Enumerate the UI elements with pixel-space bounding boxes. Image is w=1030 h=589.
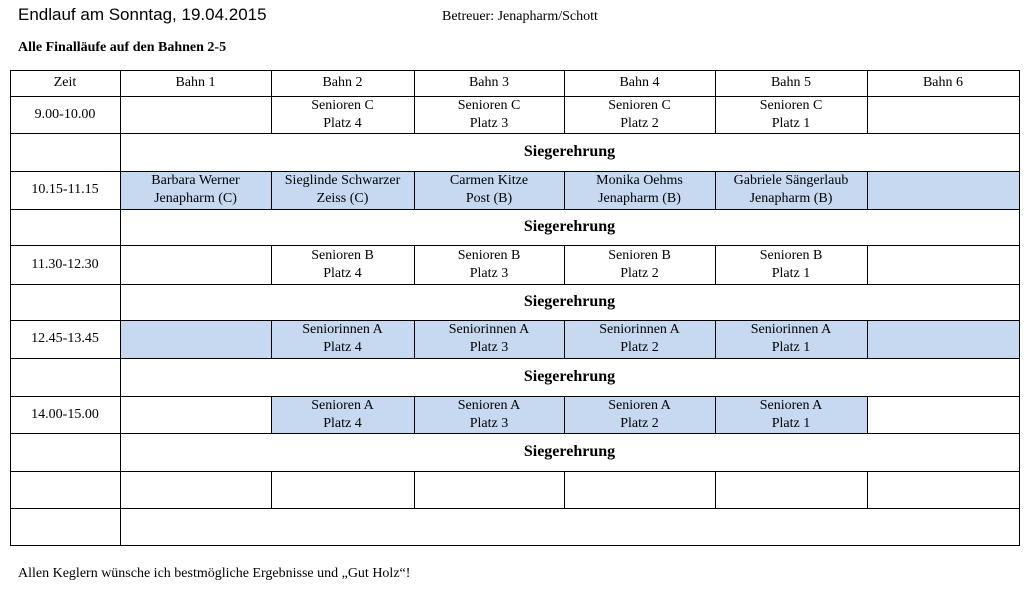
cell-line-1: Senioren C [608, 97, 671, 113]
lane-cell [867, 96, 1019, 133]
lane-cell [715, 171, 867, 209]
table-line [564, 396, 565, 434]
cell-line-1: Senioren B [457, 247, 521, 263]
cell-line-1: Monika Oehms [596, 173, 683, 188]
table-line [867, 245, 868, 285]
table-line [10, 209, 1020, 210]
cell-line-1: Senioren A [457, 397, 521, 413]
table-line [10, 433, 1020, 434]
cell-line-1: Senioren A [311, 397, 374, 413]
cell-line-2: Platz 3 [469, 265, 509, 281]
lane-cell [867, 320, 1019, 358]
cell-line-2: Platz 4 [323, 340, 362, 355]
table-line [715, 320, 716, 359]
table-line [10, 358, 1020, 359]
lane-cell [715, 320, 867, 358]
cell-line-2: Platz 4 [323, 265, 362, 281]
cell-line-1: Sieglinde Schwarzer [284, 173, 401, 188]
lane-cell [271, 245, 414, 284]
lane-cell [414, 396, 564, 433]
time-cell: 12.45-13.45 [31, 331, 99, 346]
table-line [10, 545, 1020, 546]
cell-line-1: Seniorinnen A [448, 322, 530, 337]
cell-line-1: Barbara Werner [151, 173, 240, 188]
lane-cell [564, 96, 715, 133]
award-ceremony-label: Siegerehrung [523, 293, 616, 310]
table-line [564, 245, 565, 285]
lane-cell [120, 245, 271, 284]
cell-line-1: Seniorinnen A [750, 322, 832, 337]
cell-line-2: Platz 1 [771, 115, 811, 131]
cell-line-1: Senioren A [759, 397, 823, 413]
table-line [564, 70, 565, 97]
cell-line-2: Jenapharm (B) [749, 191, 833, 206]
table-line [10, 284, 1020, 285]
cell-line-1: Seniorinnen A [302, 322, 383, 337]
lane-cell [715, 396, 867, 433]
award-ceremony-label: Siegerehrung [523, 443, 616, 460]
lane-cell [271, 320, 414, 358]
cell-line-2: Jenapharm (C) [154, 191, 237, 206]
table-line [10, 171, 1020, 172]
lane-cell [414, 96, 564, 133]
cell-line-2: Platz 2 [620, 265, 659, 281]
supervisor-text: Betreuer: Jenapharm/Schott [442, 9, 598, 24]
table-line [10, 133, 1020, 134]
page-subtitle: Alle Finalläufe auf den Bahnen 2-5 [18, 40, 227, 55]
cell-line-1: Senioren C [457, 97, 521, 113]
award-ceremony-label: Siegerehrung [523, 218, 616, 235]
lane-cell [564, 320, 715, 358]
table-line [10, 70, 11, 546]
table-line [867, 320, 868, 359]
lane-cell [564, 396, 715, 433]
table-line [867, 471, 868, 509]
table-line [271, 320, 272, 359]
time-cell: 14.00-15.00 [31, 406, 99, 422]
cell-line-1: Gabriele Sängerlaub [733, 173, 849, 188]
lane-cell [271, 396, 414, 433]
table-line [867, 171, 868, 210]
cell-line-2: Platz 2 [620, 115, 659, 131]
column-header-bahn-5: Bahn 5 [770, 75, 812, 90]
cell-line-1: Seniorinnen A [599, 322, 680, 337]
table-line [867, 96, 868, 134]
cell-line-2: Platz 2 [620, 340, 659, 355]
table-line [10, 396, 1020, 397]
column-header-bahn-4: Bahn 4 [619, 75, 660, 90]
table-line [414, 320, 415, 359]
column-header-bahn-2: Bahn 2 [322, 75, 363, 90]
table-line [564, 171, 565, 210]
cell-line-2: Platz 3 [469, 115, 509, 131]
table-line [715, 396, 716, 434]
column-header-bahn-1: Bahn 1 [175, 75, 216, 90]
table-line [414, 471, 415, 509]
time-cell: 10.15-11.15 [31, 182, 99, 197]
time-cell: 11.30-12.30 [31, 256, 99, 272]
lane-cell [414, 320, 564, 358]
award-ceremony-label: Siegerehrung [523, 368, 616, 385]
lane-cell [414, 245, 564, 284]
cell-line-1: Senioren B [311, 247, 374, 263]
cell-line-1: Senioren B [608, 247, 671, 263]
table-line [715, 70, 716, 97]
lane-cell [715, 96, 867, 133]
table-line [414, 396, 415, 434]
lane-cell [564, 245, 715, 284]
table-line [271, 396, 272, 434]
column-header-bahn-6: Bahn 6 [922, 75, 964, 90]
column-header-time: Zeit [53, 75, 77, 90]
lane-cell [120, 171, 271, 209]
cell-line-2: Platz 2 [620, 415, 659, 431]
cell-line-1: Senioren A [608, 397, 671, 413]
table-line [10, 245, 1020, 246]
lane-cell [120, 320, 271, 358]
lane-cell [867, 171, 1019, 209]
lane-cell [271, 171, 414, 209]
footer-text: Allen Keglern wünsche ich bestmögliche Ergebnisse und „Gut Holz“! [18, 566, 411, 581]
table-line [271, 96, 272, 134]
table-line [271, 245, 272, 285]
lane-cell [867, 245, 1019, 284]
table-line [414, 245, 415, 285]
table-line [564, 471, 565, 509]
cell-line-1: Carmen Kitze [449, 173, 529, 188]
table-line [414, 70, 415, 97]
table-line [715, 245, 716, 285]
cell-line-1: Senioren C [759, 97, 823, 113]
cell-line-2: Jenapharm (B) [598, 191, 681, 206]
lane-cell [271, 96, 414, 133]
lane-cell [564, 171, 715, 209]
lane-cell [120, 396, 271, 433]
table-line [414, 96, 415, 134]
table-line [564, 320, 565, 359]
table-line [867, 70, 868, 97]
time-cell: 9.00-10.00 [34, 106, 96, 122]
cell-line-2: Platz 4 [323, 115, 362, 131]
table-line [120, 70, 121, 546]
cell-line-2: Platz 4 [323, 415, 362, 431]
cell-line-2: Zeiss (C) [316, 191, 369, 206]
table-line [715, 96, 716, 134]
table-line [10, 70, 1020, 71]
table-line [10, 471, 1020, 472]
lane-cell [120, 96, 271, 133]
table-line [10, 96, 1020, 97]
table-line [867, 396, 868, 434]
lane-cell [715, 245, 867, 284]
cell-line-1: Senioren C [311, 97, 374, 113]
lane-cell [867, 396, 1019, 433]
table-line [271, 70, 272, 97]
table-line [271, 471, 272, 509]
cell-line-2: Platz 3 [469, 415, 509, 431]
cell-line-1: Senioren B [759, 247, 823, 263]
award-ceremony-label: Siegerehrung [523, 143, 616, 160]
table-line [271, 171, 272, 210]
table-line [10, 508, 1020, 509]
table-line [564, 96, 565, 134]
cell-line-2: Platz 3 [469, 340, 509, 355]
table-line [1019, 70, 1020, 546]
table-line [414, 171, 415, 210]
cell-line-2: Platz 1 [771, 265, 811, 281]
table-line [715, 471, 716, 509]
cell-line-2: Platz 1 [771, 340, 811, 355]
lane-cell [414, 171, 564, 209]
table-line [715, 171, 716, 210]
cell-line-2: Platz 1 [771, 415, 811, 431]
cell-line-2: Post (B) [465, 191, 513, 206]
column-header-bahn-3: Bahn 3 [468, 75, 510, 90]
page-title: Endlauf am Sonntag, 19.04.2015 [18, 5, 267, 24]
table-line [10, 320, 1020, 321]
